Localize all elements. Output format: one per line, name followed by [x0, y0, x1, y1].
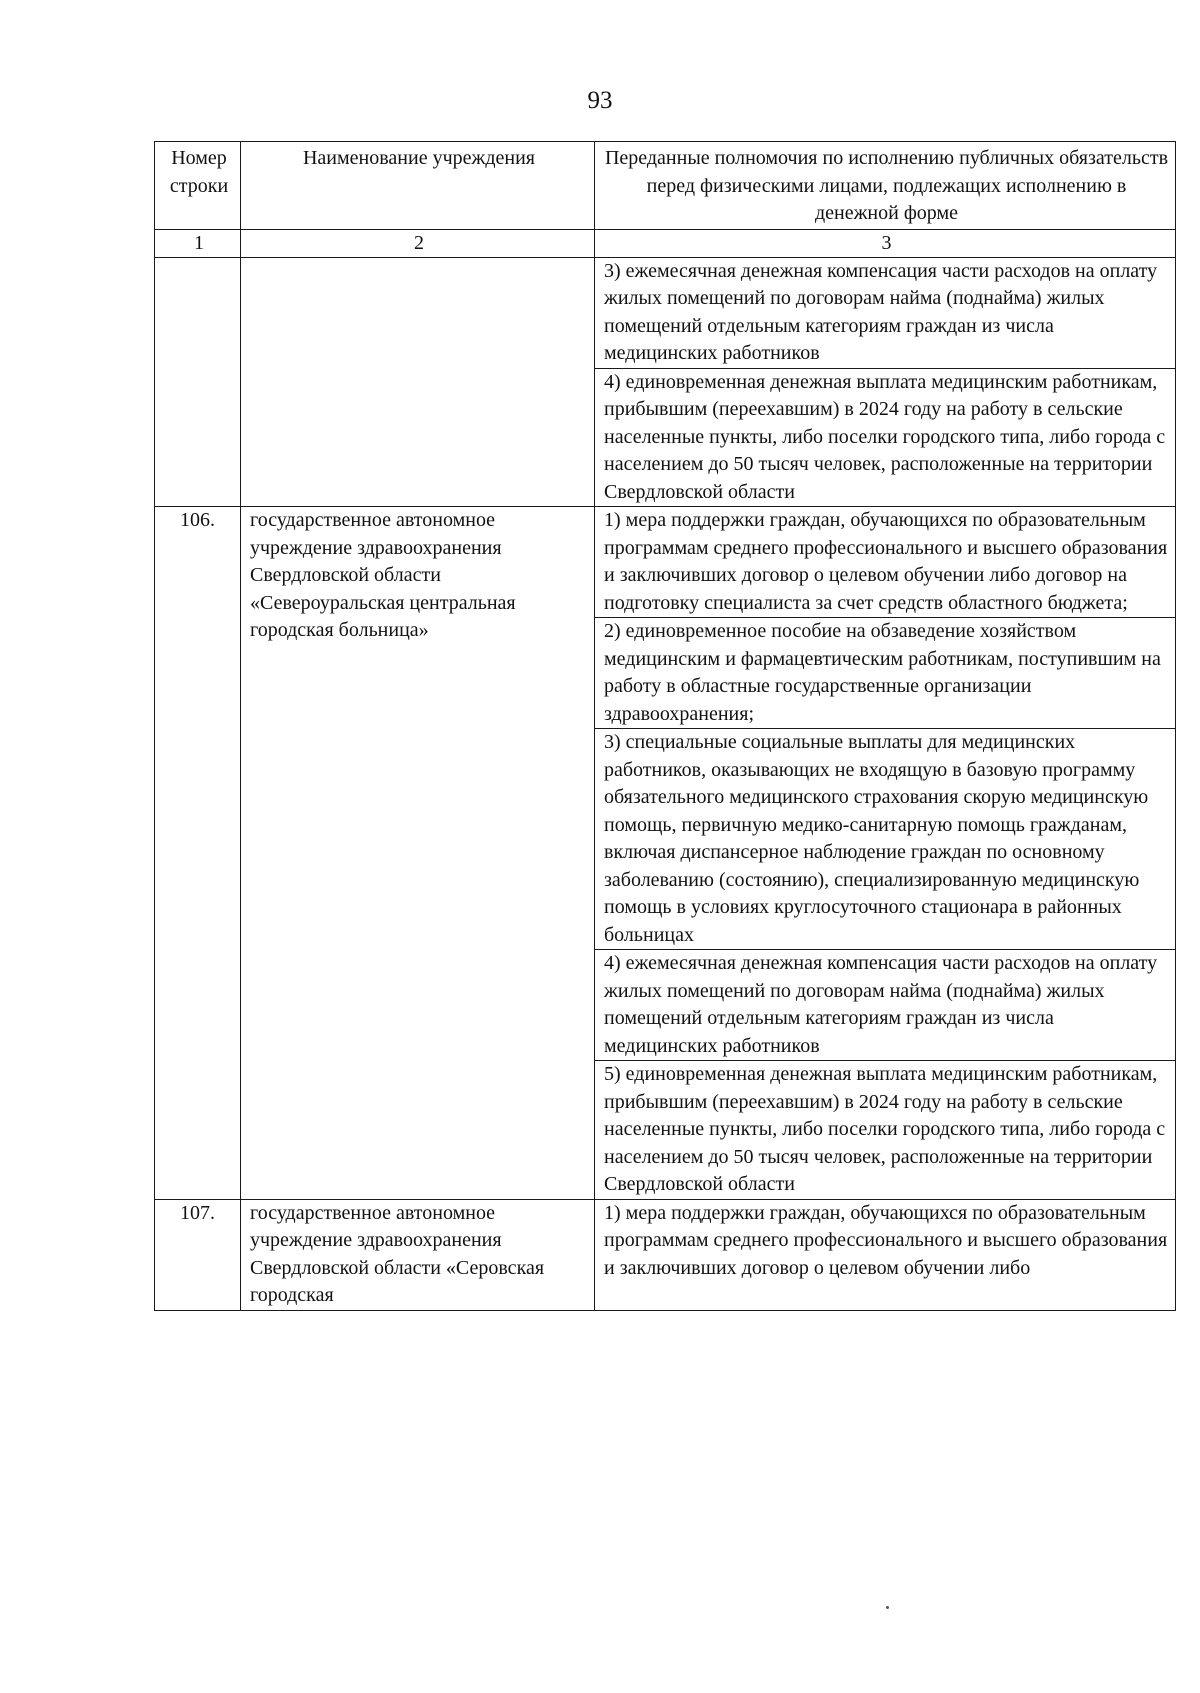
header-row [155, 142, 1176, 230]
institution-name-cell: государственное автономное учреждение здравоохранения Свердловской области «Серовская городская [241, 1199, 595, 1310]
powers-table [154, 141, 1176, 1311]
table-body [155, 257, 1176, 1310]
power-item: 1) мера поддержки граждан, обучающихся по образовательным программам среднего профессионального и высшего образования и заключивших договор о целевом обучении либо [595, 1199, 1176, 1310]
column-index-row [155, 229, 1176, 257]
table-row [155, 1199, 1176, 1310]
row-number-cell: 106. [155, 507, 241, 1200]
row-number-cell: 107. [155, 1199, 241, 1310]
power-item: 4) ежемесячная денежная компенсация части расходов на оплату жилых помещений по договорам найма (поднайма) жилых помещений отдельным категориям граждан из числа медицинских работников [595, 950, 1176, 1061]
table-row [155, 257, 1176, 368]
row-number-cell [155, 257, 241, 507]
table-row [155, 507, 1176, 618]
power-item: 5) единовременная денежная выплата медицинским работникам, прибывшим (переехавшим) в 2024 году на работу в сельские населенные пункты, либо поселки городского типа, либо города с населением до 50 тысяч человек, расположенные на территории Свердловской области [595, 1061, 1176, 1200]
page-number: 93 [587, 87, 613, 114]
table-header [155, 142, 1176, 258]
institution-name-cell [241, 257, 595, 507]
header-institution-name: Наименование учреждения [241, 142, 595, 230]
column-index-1: 1 [155, 229, 241, 257]
power-item: 3) специальные социальные выплаты для медицинских работников, оказывающих не входящую в базовую программу обязательного медицинского страхования скорую медицинскую помощь, первичную медико-санитарную помощь гражданам, включая диспансерное наблюдение граждан по основному заболеванию (состоянию), специализированную медицинскую помощь в условиях круглосуточного стационара в районных больницах [595, 729, 1176, 950]
power-item: 2) единовременное пособие на обзаведение хозяйством медицинским и фармацевтическим работникам, поступившим на работу в областные государственные организации здравоохранения; [595, 618, 1176, 729]
institution-name-cell: государственное автономное учреждение здравоохранения Свердловской области «Североуральская центральная городская больница» [241, 507, 595, 1200]
scan-artifact-dot [886, 1606, 889, 1609]
power-item: 4) единовременная денежная выплата медицинским работникам, прибывшим (переехавшим) в 2024 году на работу в сельские населенные пункты, либо поселки городского типа, либо города с населением до 50 тысяч человек, расположенные на территории Свердловской области [595, 368, 1176, 507]
column-index-3: 3 [595, 229, 1176, 257]
header-row-number: Номер строки [155, 142, 241, 230]
column-index-2: 2 [241, 229, 595, 257]
power-item: 1) мера поддержки граждан, обучающихся по образовательным программам среднего профессионального и высшего образования и заключивших договор о целевом обучении либо договор на подготовку специалиста за счет средств областного бюджета; [595, 507, 1176, 618]
power-item: 3) ежемесячная денежная компенсация части расходов на оплату жилых помещений по договорам найма (поднайма) жилых помещений отдельным категориям граждан из числа медицинских работников [595, 257, 1176, 368]
header-powers: Переданные полномочия по исполнению публичных обязательств перед физическими лицами, подлежащих исполнению в денежной форме [595, 142, 1176, 230]
